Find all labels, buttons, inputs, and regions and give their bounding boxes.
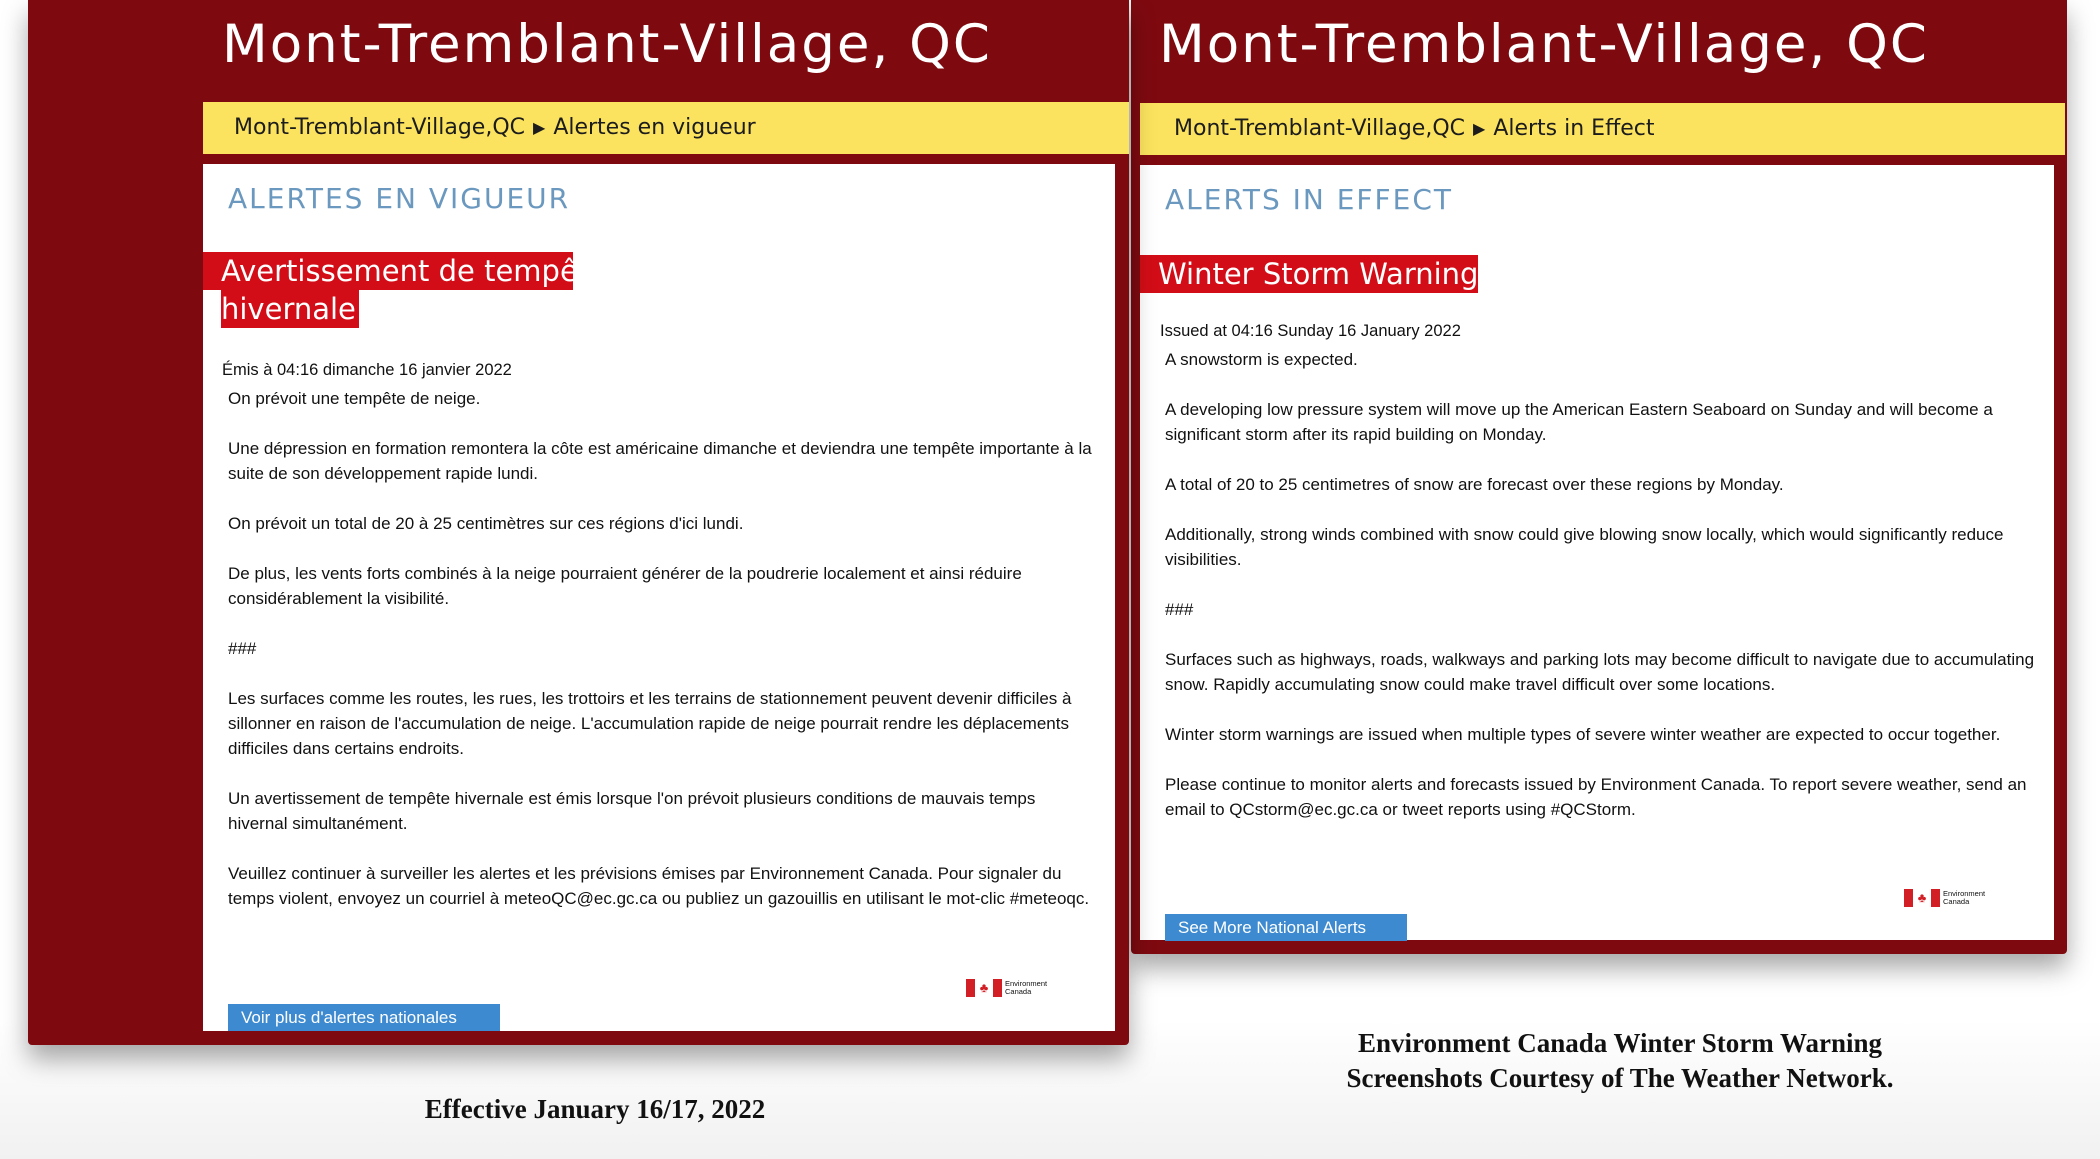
alert-paragraph: On prévoit une tempête de neige. bbox=[228, 389, 481, 408]
credit-caption-line1: Environment Canada Winter Storm Warning bbox=[1357, 1028, 1883, 1058]
credit-caption-line2: Screenshots Courtesy of The Weather Network. bbox=[1346, 1063, 1894, 1093]
english-alert-panel bbox=[1131, 0, 2067, 954]
location-title: Mont-Tremblant-Village, QC bbox=[1159, 14, 1929, 75]
alert-body bbox=[228, 386, 1094, 936]
logo-text-line1: Environment bbox=[1943, 889, 1986, 898]
location-title: Mont-Tremblant-Village, QC bbox=[222, 14, 992, 75]
logo-text-line1: Environment bbox=[1005, 979, 1048, 988]
alert-paragraph: Additionally, strong winds combined with snow could give blowing snow locally, which would significantly reduce visibilities. bbox=[1165, 525, 2004, 569]
alert-paragraph: A developing low pressure system will move up the American Eastern Seaboard on Sunday and will become a significant storm after its rapid building on Monday. bbox=[1165, 400, 1993, 444]
alert-paragraph: Please continue to monitor alerts and forecasts issued by Environment Canada. To report severe weather, send an email to QCstorm@ec.gc.ca or tweet reports using #QCStorm. bbox=[1165, 775, 2027, 819]
environment-canada-logo bbox=[1904, 889, 1985, 907]
warning-title bbox=[203, 252, 608, 328]
breadcrumb-location-link[interactable]: Mont-Tremblant-Village,QC bbox=[1174, 116, 1465, 141]
alert-paragraph: Une dépression en formation remontera la côte est américaine dimanche et deviendra une tempête importante à la suite de son développement rapide lundi. bbox=[228, 439, 1092, 483]
breadcrumb bbox=[1140, 103, 2065, 155]
logo-text-line2: Canada bbox=[1005, 987, 1032, 996]
alerts-heading: ALERTES EN VIGUEUR bbox=[228, 182, 571, 215]
logo-text-line2: Canada bbox=[1943, 897, 1970, 906]
alert-body bbox=[1165, 347, 2035, 847]
alert-paragraph: Winter storm warnings are issued when multiple types of severe winter weather are expected to occur together. bbox=[1165, 725, 2001, 744]
breadcrumb-location-link[interactable]: Mont-Tremblant-Village,QC bbox=[234, 115, 525, 140]
alert-paragraph: A total of 20 to 25 centimetres of snow are forecast over these regions by Monday. bbox=[1165, 475, 1784, 494]
alert-paragraph: Surfaces such as highways, roads, walkways and parking lots may become difficult to navigate due to accumulating snow. Rapidly accumulating snow could make travel difficult over some locations. bbox=[1165, 650, 2035, 694]
warning-title bbox=[1140, 255, 1478, 293]
issued-timestamp: Issued at 04:16 Sunday 16 January 2022 bbox=[1160, 322, 1461, 340]
alert-paragraph: Un avertissement de tempête hivernale est émis lorsque l'on prévoit plusieurs conditions de mauvais temps hivernal simultanément. bbox=[228, 789, 1036, 833]
see-more-alerts-button[interactable]: Voir plus d'alertes nationales bbox=[228, 1004, 500, 1031]
breadcrumb-current: Alerts in Effect bbox=[1493, 116, 1655, 141]
alert-paragraph: Les surfaces comme les routes, les rues, les trottoirs et les terrains de stationnement peuvent devenir difficiles à sillonner en raison de l'accumulation de neige. L'accumulation rapide de neige pourrait rendre les déplacements difficiles dans certains endroits. bbox=[228, 689, 1072, 758]
alert-paragraph: A snowstorm is expected. bbox=[1165, 350, 1358, 369]
alert-paragraph: On prévoit un total de 20 à 25 centimètres sur ces régions d'ici lundi. bbox=[228, 514, 744, 533]
environment-canada-logo bbox=[966, 979, 1047, 997]
breadcrumb-arrow-icon: ▶ bbox=[533, 118, 546, 137]
alert-paragraph: ### bbox=[1165, 600, 1194, 619]
alert-paragraph: De plus, les vents forts combinés à la neige pourraient générer de la poudrerie localement et ainsi réduire considérablement la visibilité. bbox=[228, 564, 1022, 608]
breadcrumb-current: Alertes en vigueur bbox=[553, 115, 756, 140]
french-alert-panel bbox=[28, 0, 1129, 1045]
canada-flag-icon: ♣ bbox=[966, 979, 1002, 997]
canada-flag-icon: ♣ bbox=[1904, 889, 1940, 907]
alert-paragraph: ### bbox=[228, 639, 257, 658]
alert-content bbox=[203, 164, 1115, 1031]
see-more-alerts-button[interactable]: See More National Alerts bbox=[1165, 914, 1407, 941]
alert-paragraph: Veuillez continuer à surveiller les alertes et les prévisions émises par Environnement Canada. Pour signaler du temps violent, envoyez un courriel à meteoQC@ec.gc.ca ou publiez un gazouillis en utilisant le mot-clic #meteoqc. bbox=[228, 864, 1090, 908]
breadcrumb-arrow-icon: ▶ bbox=[1473, 119, 1486, 138]
warning-title-text: Winter Storm Warning bbox=[1140, 255, 1478, 293]
issued-timestamp: Émis à 04:16 dimanche 16 janvier 2022 bbox=[222, 361, 512, 379]
warning-title-line2: hivernale bbox=[221, 290, 359, 328]
breadcrumb bbox=[203, 102, 1129, 154]
alerts-heading: ALERTS IN EFFECT bbox=[1165, 183, 1453, 216]
alert-content bbox=[1140, 165, 2054, 940]
credit-caption bbox=[1260, 1026, 1980, 1096]
effective-date-caption: Effective January 16/17, 2022 bbox=[424, 1094, 766, 1124]
warning-title-line1: Avertissement de tempête bbox=[203, 252, 573, 290]
